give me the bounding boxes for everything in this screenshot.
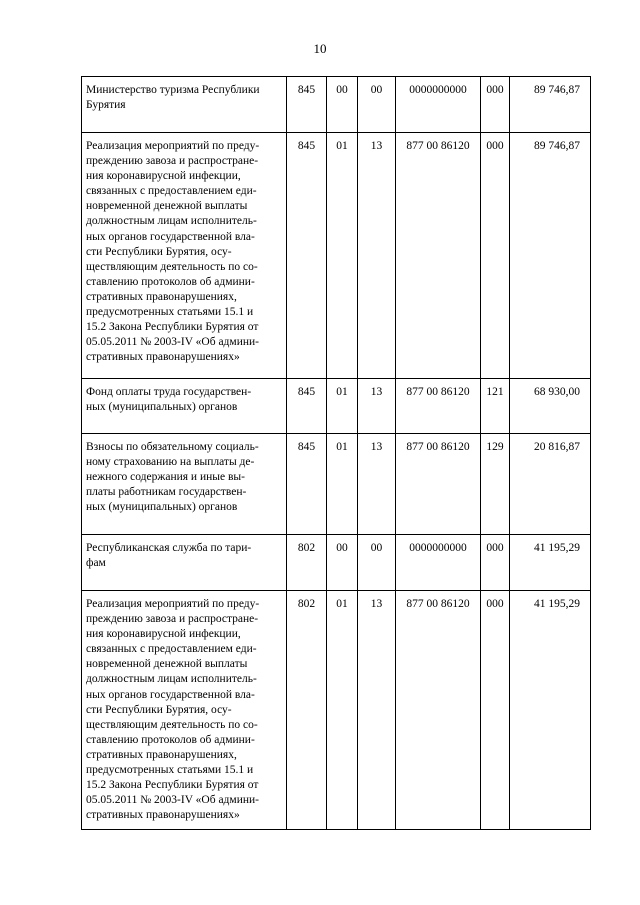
- amount: 68 930,00: [510, 379, 591, 434]
- expense-type-code: 000: [481, 535, 510, 591]
- row-name: Фонд оплаты труда государствен- ных (муниципальных) органов: [82, 379, 287, 434]
- row-name: Реализация мероприятий по преду- преждению завоза и распростране- ния коронавирусной инфекции, связанных с предоставлением еди- новременной денежной выплаты должностным лицам исполнитель- ных органов государственной вла- сти Республики Бурятия, осу- ществляющим деятельность по со- ставлению протоколов об админи- стративных правонарушениях, предусмотренных статьями 15.1 и 15.2 Закона Республики Бурятия от 05.05.2011 № 2003-IV «Об админи- стративных правонарушениях»: [82, 591, 287, 830]
- amount: 41 195,29: [510, 591, 591, 830]
- page-number: 10: [313, 41, 327, 56]
- row-name: Республиканская служба по тари- фам: [82, 535, 287, 591]
- ministry-code: 802: [287, 591, 327, 830]
- ministry-code: 845: [287, 379, 327, 434]
- target-code: 877 00 86120: [396, 591, 481, 830]
- expense-type-code: 000: [481, 133, 510, 379]
- row-name: Министерство туризма Республики Бурятия: [82, 77, 287, 133]
- row-name: Взносы по обязательному социаль- ному страхованию на выплаты де- нежного содержания и иные вы- платы работникам государствен- ных (муниципальных) органов: [82, 434, 287, 535]
- ministry-code: 845: [287, 434, 327, 535]
- section-code: 00: [327, 535, 358, 591]
- section-code: 01: [327, 434, 358, 535]
- budget-table: [81, 76, 591, 830]
- expense-type-code: 129: [481, 434, 510, 535]
- target-code: 877 00 86120: [396, 379, 481, 434]
- target-code: 0000000000: [396, 535, 481, 591]
- table-row: [82, 379, 591, 434]
- target-code: 877 00 86120: [396, 133, 481, 379]
- table-row: [82, 77, 591, 133]
- subsection-code: 00: [358, 535, 396, 591]
- table-row: [82, 591, 591, 830]
- table-row: [82, 535, 591, 591]
- expense-type-code: 000: [481, 591, 510, 830]
- table-row: [82, 133, 591, 379]
- target-code: 0000000000: [396, 77, 481, 133]
- row-name: Реализация мероприятий по преду- преждению завоза и распростране- ния коронавирусной инфекции, связанных с предоставлением еди- новременной денежной выплаты должностным лицам исполнитель- ных органов государственной вла- сти Республики Бурятия, осу- ществляющим деятельность по со- ставлению протоколов об админи- стративных правонарушениях, предусмотренных статьями 15.1 и 15.2 Закона Республики Бурятия от 05.05.2011 № 2003-IV «Об админи- стративных правонарушениях»: [82, 133, 287, 379]
- section-code: 01: [327, 133, 358, 379]
- target-code: 877 00 86120: [396, 434, 481, 535]
- ministry-code: 802: [287, 535, 327, 591]
- expense-type-code: 121: [481, 379, 510, 434]
- section-code: 01: [327, 379, 358, 434]
- expense-type-code: 000: [481, 77, 510, 133]
- subsection-code: 13: [358, 591, 396, 830]
- amount: 89 746,87: [510, 77, 591, 133]
- ministry-code: 845: [287, 77, 327, 133]
- subsection-code: 13: [358, 434, 396, 535]
- subsection-code: 13: [358, 133, 396, 379]
- amount: 89 746,87: [510, 133, 591, 379]
- table-row: [82, 434, 591, 535]
- subsection-code: 00: [358, 77, 396, 133]
- section-code: 00: [327, 77, 358, 133]
- ministry-code: 845: [287, 133, 327, 379]
- section-code: 01: [327, 591, 358, 830]
- amount: 41 195,29: [510, 535, 591, 591]
- subsection-code: 13: [358, 379, 396, 434]
- amount: 20 816,87: [510, 434, 591, 535]
